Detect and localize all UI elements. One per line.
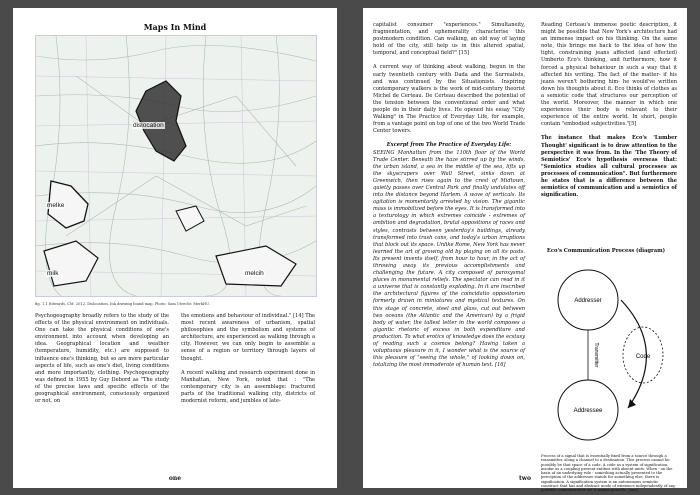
diagram-addresser: Addresser (574, 298, 602, 304)
map-label-bottom-right: melcih (245, 270, 264, 277)
paragraph: the emotions and behaviour of individual." [14] The most recent awareness of urbanism, spatial philosophies and the symbolism and systems of architecture, are experienced as walking through a city. However, we can only begin to assemble a sense of a region or territory through layers of thought. (181, 313, 315, 362)
footnote: Process of a signal that is essentially fixed from a source through a transmitter, along a channel to a destination. This process cannot be possibly be that space of a code. A code as a system of signification, insofar as a coupling present entities with absent units. When - on the basis of an underlying rule - something actually presented to the perception of the addressee stands for something else, there is signification. A signification system is an autonomous semiotic construct that has and abstract mode of existence independently of any possible communicative act it makes possible. [see] (541, 454, 676, 493)
map-label-top: dislocation (133, 122, 164, 129)
page-number: two (519, 475, 531, 482)
communication-diagram (543, 260, 673, 455)
left-page (13, 8, 337, 488)
excerpt-heading: Excerpt from The Practice of Everyday Life: (386, 142, 512, 149)
page-number: one (168, 475, 182, 482)
arrow-icon (628, 399, 636, 408)
paragraph: A current way of thinking about walking, begun in the early twentieth century with Dada and the Surrealists, and was continued by the Situationists. Inspiring contemporary walkers is the work of mid-century theorist Michel de Certeau. De Certeau described the potential of the tension between the conventional order and what people do in their daily lives. He opened his essay "City Walking" in The Practice of Everyday Life, for example, from a vantage point on top of one of the two World Trade Center towers. (373, 64, 525, 135)
map-lines-icon (36, 36, 316, 296)
found-map-drawing (35, 35, 317, 297)
paragraph: capitalist consumer "experiences." Simultaneity, fragmentation, and ephemerality characterise this postmodern condition. Can walking, an old way of laying hold of the city, still help us in this altered spatial, temporal, and conceptual field?" [15] (373, 22, 525, 57)
right-page (363, 8, 687, 493)
diagram-title: Eco's Communication Process (diagram) (546, 248, 666, 254)
figure-caption: fig. 1.1 Edwards, CM. 2012. Dislocation. Ink drawing found map. Photo: Sam Utrecht: MerkHU. (35, 302, 211, 306)
paragraph: Reading Certeau's immense poetic description, it might be possible that New York's architecture had an immense impact on his thinking. On the same note, this brings me back to the idea of how the tight, constraining jeans affected (and effected) Umberto Eco's thinking, and furthermore, how it forced a physical behaviour in such a way that it affected his writing. The fact of the matter- if his jeans weren't bothering him- he would've written down his thoughts about it. Eco thinks of clothes as a semiotic code that structures our perception of the world. Moreover, the manner in which one experiences their body is relevant to their experience of the entire world. In short, people contain "embodied subjectivities."[5] (541, 22, 677, 128)
page-title: Maps In Mind (143, 22, 207, 32)
left-column-2 (181, 313, 315, 412)
right-column-1 (373, 22, 525, 376)
map-label-bottom-left: milk (47, 270, 59, 277)
map-label-left: melke (47, 202, 65, 209)
diagram-transmitter: Transmitter (593, 342, 599, 368)
left-column-1 (35, 313, 169, 412)
paragraph: Psychogeography broadly refers to the study of the effects of the physical environment on individuals. One can take the physical conditions of one's environment into account when developing an idea. Geographical location and weather (temperature, humidity, etc.) are supposed to influence one's thinking, but so are more particular aspects of life, such as one's diet, living conditions and more importantly, clothing. Psychogeography was defined in 1955 by Guy Debord as "The study of the precise laws and specific effects of the geographical environment, consciously organized or not, on (35, 313, 169, 405)
right-column-2 (541, 22, 677, 206)
excerpt-text: SEEING Manhattan from the 110th floor of the World Trade Center. Beneath the haze stirred up by the winds, the urban island, a sea in the middle of the sea, lifts up the skyscrapers over Wall Street, sinks down at Greenwich, then rises again to the crest of Midtown, quietly passes over Central Park and finally undulates off into the distance beyond Harlem. A wave of verticals. Its agitation is momentarily arrested by vision. The gigantic mass is immobilized before the eyes. It is transformed into a texturology in which extremes coincide - extremes of ambition and degradation, brutal oppositions of races and styles, contrasts between yesterday's buildings, already transformed into trash cans, and today's urban irruptions that block out its space. Unlike Rome, New York has never learned the art of growing old by playing on all its pasts. Its present invents itself, from hour to hour, in the act of throwing away its previous accomplishments and challenging the future. A city composed of paroxysmal places in monumental reliefs. The spectator can read in it a universe that is constantly exploding. In it are inscribed the architectural figures of the coincidatio oppositorum formerly drawn in miniatures and mystical textures. On this stage of concrete, steel and glass, cut out between two oceans (the Atlantic and the American) by a frigid body of water, the tallest letter in the world composes a gigantic rhetoric of excess in both expenditure and production. To what erotics of knowledge does the ecstasy of reading such a cosmos belong? Having taken a voluptuous pleasure in it, I wonder what is the source of this pleasure of "seeing the whole," of looking down on, totalizing the most immoderate of human text. [16] (373, 149, 525, 369)
paragraph: A recent walking and research experiment done in Manhattan, New York, noted that : "The contemporary city is an assemblage: fractured parts of the traditional walking city, districts of modernist reform, and jumbles of late- (181, 369, 315, 405)
diagram-addressee: Addressee (573, 408, 603, 414)
diagram-code: Code (635, 354, 651, 360)
paragraph: The instance that makes Eco's 'Lumber Thought' significant is to draw attention to the perspective it was from. In the 'The Theory of Semiotics' Eco's hypothesis overseas that: "Semiotics studies all cultural processes as processes of communication". But furthermore he states that is a difference between the semiotics of communication and a semiotics of signification. (541, 135, 677, 199)
